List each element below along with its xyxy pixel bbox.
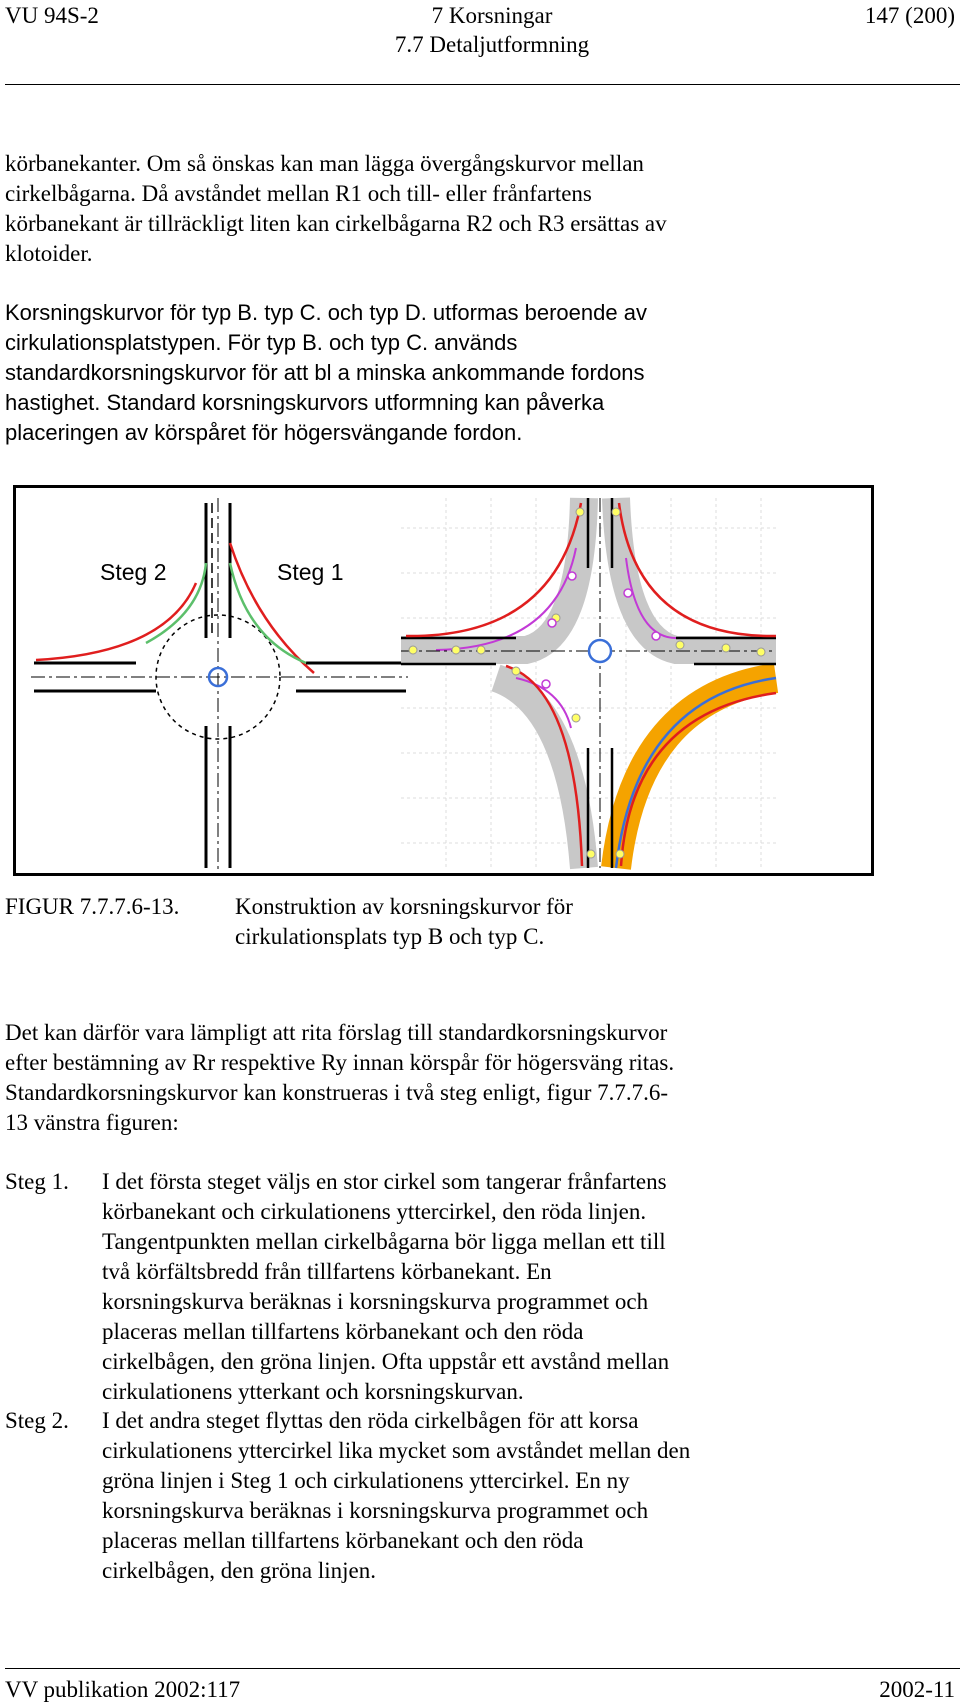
text-line: körbanekant är tillräckligt liten kan cirkelbågarna R2 och R3 ersättas av [5,211,667,236]
crossing-curves-paragraph [5,298,945,448]
text-line: cirkulationsplatstypen. För typ B. och typ C. används [5,330,518,355]
text-line: placeringen av körspåret för högersvängande fordon. [5,420,523,445]
step-2-text [102,1406,942,1586]
roundabout-figure [13,485,874,876]
label-step1: Steg 1 [277,559,344,585]
text-line: två körfältsbredd från tillfartens körbanekant. En [102,1259,552,1284]
text-line: Det kan därför vara lämpligt att rita förslag till standardkorsningskurvor [5,1020,668,1045]
header-rule [5,84,960,85]
center-marker [589,640,611,662]
construction-paragraph [5,1018,945,1138]
step-2-label: Steg 2. [5,1408,69,1433]
right-swept-path-diagram [401,498,776,868]
text-line: placeras mellan tillfartens körbanekant och den röda [102,1528,584,1553]
footer-rule [5,1668,960,1669]
text-line: efter bestämning av Rr respektive Ry innan körspår för högersväng ritas. [5,1050,675,1075]
text-line: Korsningskurvor för typ B. typ C. och typ D. utformas beroende av [5,300,647,325]
label-step2: Steg 2 [100,559,167,585]
text-line: korsningskurva beräknas i korsningskurva programmet och [102,1498,649,1523]
text-line: klotoider. [5,241,93,266]
caption-line: Konstruktion av korsningskurvor för [235,894,573,919]
swept-path-gray [616,498,776,650]
text-line: Standardkorsningskurvor kan konstrueras i två steg enligt, figur 7.7.7.6- [5,1080,669,1105]
header-chapter: 7 Korsningar [431,3,553,28]
text-line: 13 vänstra figuren: [5,1110,179,1135]
roundabout-diagram [16,488,871,873]
text-line: placeras mellan tillfartens körbanekant och den röda [102,1319,584,1344]
swept-path-gray [496,678,584,868]
text-line: cirkelbågen, den gröna linjen. Ofta uppstår ett avstånd mellan [102,1349,670,1374]
text-line: cirkelbågen, den gröna linjen. [102,1558,376,1583]
text-line: korsningskurva beräknas i korsningskurva programmet och [102,1289,649,1314]
footer-publication: VV publikation 2002:117 [5,1677,241,1702]
step-1-text [102,1167,942,1407]
swept-path-gray [401,498,584,650]
text-line: I det första steget väljs en stor cirkel som tangerar frånfartens [102,1169,667,1194]
text-line: gröna linjen i Steg 1 och cirkulationens yttercirkel. En ny [102,1468,630,1493]
text-line: cirkelbågarna. Då avståndet mellan R1 och till- eller frånfartens [5,181,592,206]
figure-caption [235,892,573,952]
step-1-label: Steg 1. [5,1169,69,1194]
header-doc-code: VU 94S-2 [5,3,99,28]
left-construction-diagram [31,498,408,870]
red-arc-step2 [36,583,196,660]
text-line: körbanekanter. Om så önskas kan man lägga övergångskurvor mellan [5,151,644,176]
text-line: standardkorsningskurvor för att bl a minska ankommande fordons [5,360,645,385]
text-line: Tangentpunkten mellan cirkelbågarna bör ligga mellan ett till [102,1229,666,1254]
text-line: hastighet. Standard korsningskurvors utformning kan påverka [5,390,605,415]
text-line: cirkulationens ytterkant och korsningskurvan. [102,1379,524,1404]
header-section: 7.7 Detaljutformning [394,32,590,57]
intro-paragraph [5,149,945,269]
header-page-number: 147 (200) [864,3,955,28]
text-line: cirkulationens yttercirkel lika mycket som avståndet mellan den [102,1438,691,1463]
caption-line: cirkulationsplats typ B och typ C. [235,924,545,949]
footer-date: 2002-11 [879,1677,955,1702]
text-line: I det andra steget flyttas den röda cirkelbågen för att korsa [102,1408,639,1433]
figure-number: FIGUR 7.7.7.6-13. [5,894,180,919]
text-line: körbanekant och cirkulationens yttercirkel, den röda linjen. [102,1199,647,1224]
